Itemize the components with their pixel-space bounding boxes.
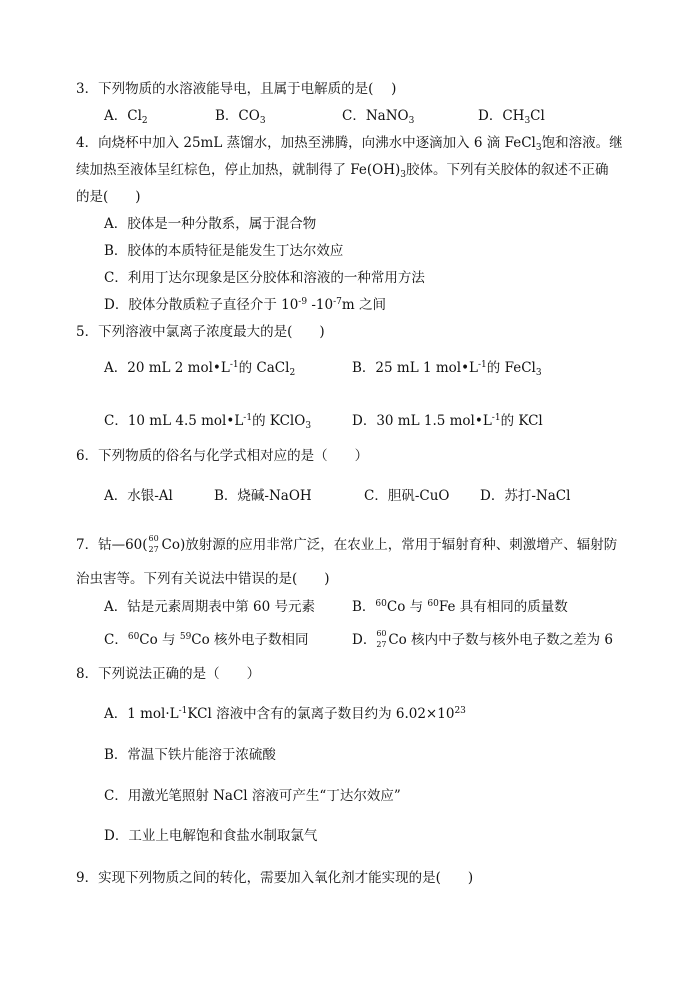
q5-c-sub: 3	[305, 421, 312, 431]
q3-b-text: B．CO	[215, 108, 260, 124]
q5-b-sup: -1	[478, 360, 487, 370]
q3-option-a	[104, 107, 148, 125]
q6-option-a	[104, 487, 173, 505]
q7-line-1	[76, 536, 617, 554]
q7-a-text: A．钴是元素周期表中第 60 号元素	[104, 599, 316, 615]
q7-option-d	[352, 631, 613, 649]
q4-option-a	[104, 215, 316, 233]
q8-a-pre: A．1 mol·L	[104, 706, 179, 722]
q5-option-d	[352, 412, 543, 430]
q6-option-d	[480, 487, 570, 505]
q4-option-d	[104, 296, 386, 314]
q5-option-b	[352, 359, 542, 377]
q7-c-pre: C．	[104, 632, 128, 648]
q5-option-a	[104, 359, 295, 377]
q7-l1-post: )放射源的应用非常广泛，在农业上，常用于辐射育种、刺激增产、辐射防	[180, 537, 618, 553]
q8-stem-text: 8．下列说法正确的是（ ）	[76, 666, 261, 682]
q3-stem-text: 3．下列物质的水溶液能导电，且属于电解质的是( )	[76, 81, 397, 97]
q5-d-mid: 的 KCl	[500, 413, 543, 429]
q8-option-b	[104, 746, 276, 764]
q3-d-text: D．CH	[478, 108, 525, 124]
q5-option-c	[104, 412, 311, 430]
q8-option-c	[104, 787, 401, 805]
q6-option-c	[364, 487, 449, 505]
q4-l1-a: 4．向烧杯中加入 25mL 蒸馏水，加热至沸腾，向沸水中逐滴加入 6 滴 FeCl	[76, 135, 536, 151]
q5-a-pre: A．20 mL 2 mol•L	[104, 360, 230, 376]
q7-d-pre: D．	[352, 632, 377, 648]
q7-option-c	[104, 631, 309, 649]
q8-stem	[76, 665, 260, 683]
q8-b-text: B．常温下铁片能溶于浓硫酸	[104, 747, 276, 763]
q5-stem-text: 5．下列溶液中氯离子浓度最大的是( )	[76, 324, 325, 340]
q4-l2-a: 续加热至液体呈红棕色，停止加热，就制得了 Fe(OH)	[76, 162, 401, 178]
q7-c-post: Co 核外电子数相同	[191, 632, 309, 648]
q7-c-sup2: 59	[179, 632, 192, 642]
q7-b-pre: B．	[352, 599, 376, 615]
q5-b-pre: B．25 mL 1 mol•L	[352, 360, 479, 376]
cobalt-60-nuclide-d	[376, 631, 388, 649]
q3-a-sub: 2	[141, 116, 148, 126]
q4-l1-sub: 3	[535, 143, 542, 153]
q7-d-nuc-atomic: 27	[376, 640, 387, 649]
q7-c-sup1: 60	[127, 632, 140, 642]
q3-option-b	[215, 107, 266, 125]
q5-c-mid: 的 KClO	[252, 413, 306, 429]
q4-option-c	[104, 269, 425, 287]
q8-option-a	[104, 705, 466, 723]
q8-a-mid: KCl 溶液中含有的氯离子数目约为 6.02×10	[187, 706, 455, 722]
q5-stem	[76, 323, 325, 341]
q8-d-text: D．工业上电解饱和食盐水制取氯气	[104, 828, 318, 844]
q5-a-sup: -1	[229, 360, 239, 370]
q6-c-text: C．胆矾-CuO	[364, 488, 450, 504]
q4-d-sup2: -7	[333, 297, 342, 307]
q3-a-text: A．Cl	[104, 108, 142, 124]
q4-d-sup1: -9	[298, 297, 308, 307]
q3-d-post: Cl	[530, 108, 545, 124]
q4-option-b	[104, 242, 343, 260]
q8-c-text: C．用激光笔照射 NaCl 溶液可产生“丁达尔效应”	[104, 788, 401, 804]
q7-d-post: Co 核内中子数与核外电子数之差为 6	[388, 632, 613, 648]
q4-a-text: A．胶体是一种分散系，属于混合物	[104, 216, 317, 232]
q6-stem-text: 6．下列物质的俗名与化学式相对应的是（ ）	[76, 448, 369, 464]
q4-b-text: B．胶体的本质特征是能发生丁达尔效应	[104, 243, 344, 259]
q5-b-mid: 的 FeCl	[486, 360, 536, 376]
q6-a-text: A．水银-Al	[104, 488, 173, 504]
q5-d-pre: D．30 mL 1.5 mol•L	[352, 413, 492, 429]
q7-b-post: Fe 具有相同的质量数	[438, 599, 568, 615]
q4-d-mid: -10	[307, 297, 334, 313]
q7-b-mid: Co 与	[386, 599, 428, 615]
q5-a-sub: 2	[289, 368, 296, 378]
q5-c-sup: -1	[243, 413, 253, 423]
q7-option-b	[352, 598, 568, 616]
q3-c-text: C．NaNO	[342, 108, 409, 124]
q9-stem-text: 9．实现下列物质之间的转化，需要加入氧化剂才能实现的是( )	[76, 870, 474, 886]
q7-nuc-mass: 60	[148, 534, 159, 543]
q5-d-sup: -1	[491, 413, 501, 423]
q7-l1-pre: 7．钴—60(	[76, 537, 148, 553]
q6-option-b	[214, 487, 312, 505]
question-3-stem	[76, 80, 396, 98]
q8-option-d	[104, 827, 317, 845]
q4-l2-b: 胶体。下列有关胶体的叙述不正确	[406, 162, 609, 178]
q8-a-sup: -1	[178, 706, 188, 716]
q4-c-text: C．利用丁达尔现象是区分胶体和溶液的一种常用方法	[104, 270, 425, 286]
q7-d-nuc-mass: 60	[376, 629, 387, 638]
q4-d-post: m 之间	[341, 297, 386, 313]
q3-option-d	[478, 107, 545, 125]
q7-b-sup2: 60	[427, 599, 439, 609]
q5-a-mid: 的 CaCl	[238, 360, 290, 376]
q9-stem	[76, 869, 473, 887]
q7-l1-co: Co	[161, 537, 181, 553]
q5-b-sub: 3	[535, 368, 542, 378]
q7-line-2	[76, 570, 330, 588]
q3-c-sub: 3	[408, 116, 415, 126]
q5-c-pre: C．10 mL 4.5 mol•L	[104, 413, 244, 429]
q6-d-text: D．苏打-NaCl	[480, 488, 571, 504]
q6-stem	[76, 447, 368, 465]
q8-a-sup2: 23	[454, 706, 466, 716]
q7-c-mid: Co 与	[139, 632, 180, 648]
q4-l1-b: 饱和溶液。继	[541, 135, 623, 151]
q4-l3: 的是( )	[76, 189, 141, 205]
q7-nuc-atomic: 27	[148, 545, 159, 554]
q6-b-text: B．烧碱-NaOH	[214, 488, 312, 504]
q4-line-3	[76, 188, 141, 206]
cobalt-60-nuclide	[148, 536, 162, 554]
q3-d-sub: 3	[524, 116, 531, 126]
q3-option-c	[342, 107, 414, 125]
q7-option-a	[104, 598, 315, 616]
q4-l2-sub: 3	[400, 170, 407, 180]
q4-line-1	[76, 134, 623, 152]
q4-d-pre: D．胶体分散质粒子直径介于 10	[104, 297, 299, 313]
q7-b-sup1: 60	[375, 599, 387, 609]
q3-b-sub: 3	[259, 116, 266, 126]
q4-line-2	[76, 161, 609, 179]
q7-l2: 治虫害等。下列有关说法中错误的是( )	[76, 571, 330, 587]
